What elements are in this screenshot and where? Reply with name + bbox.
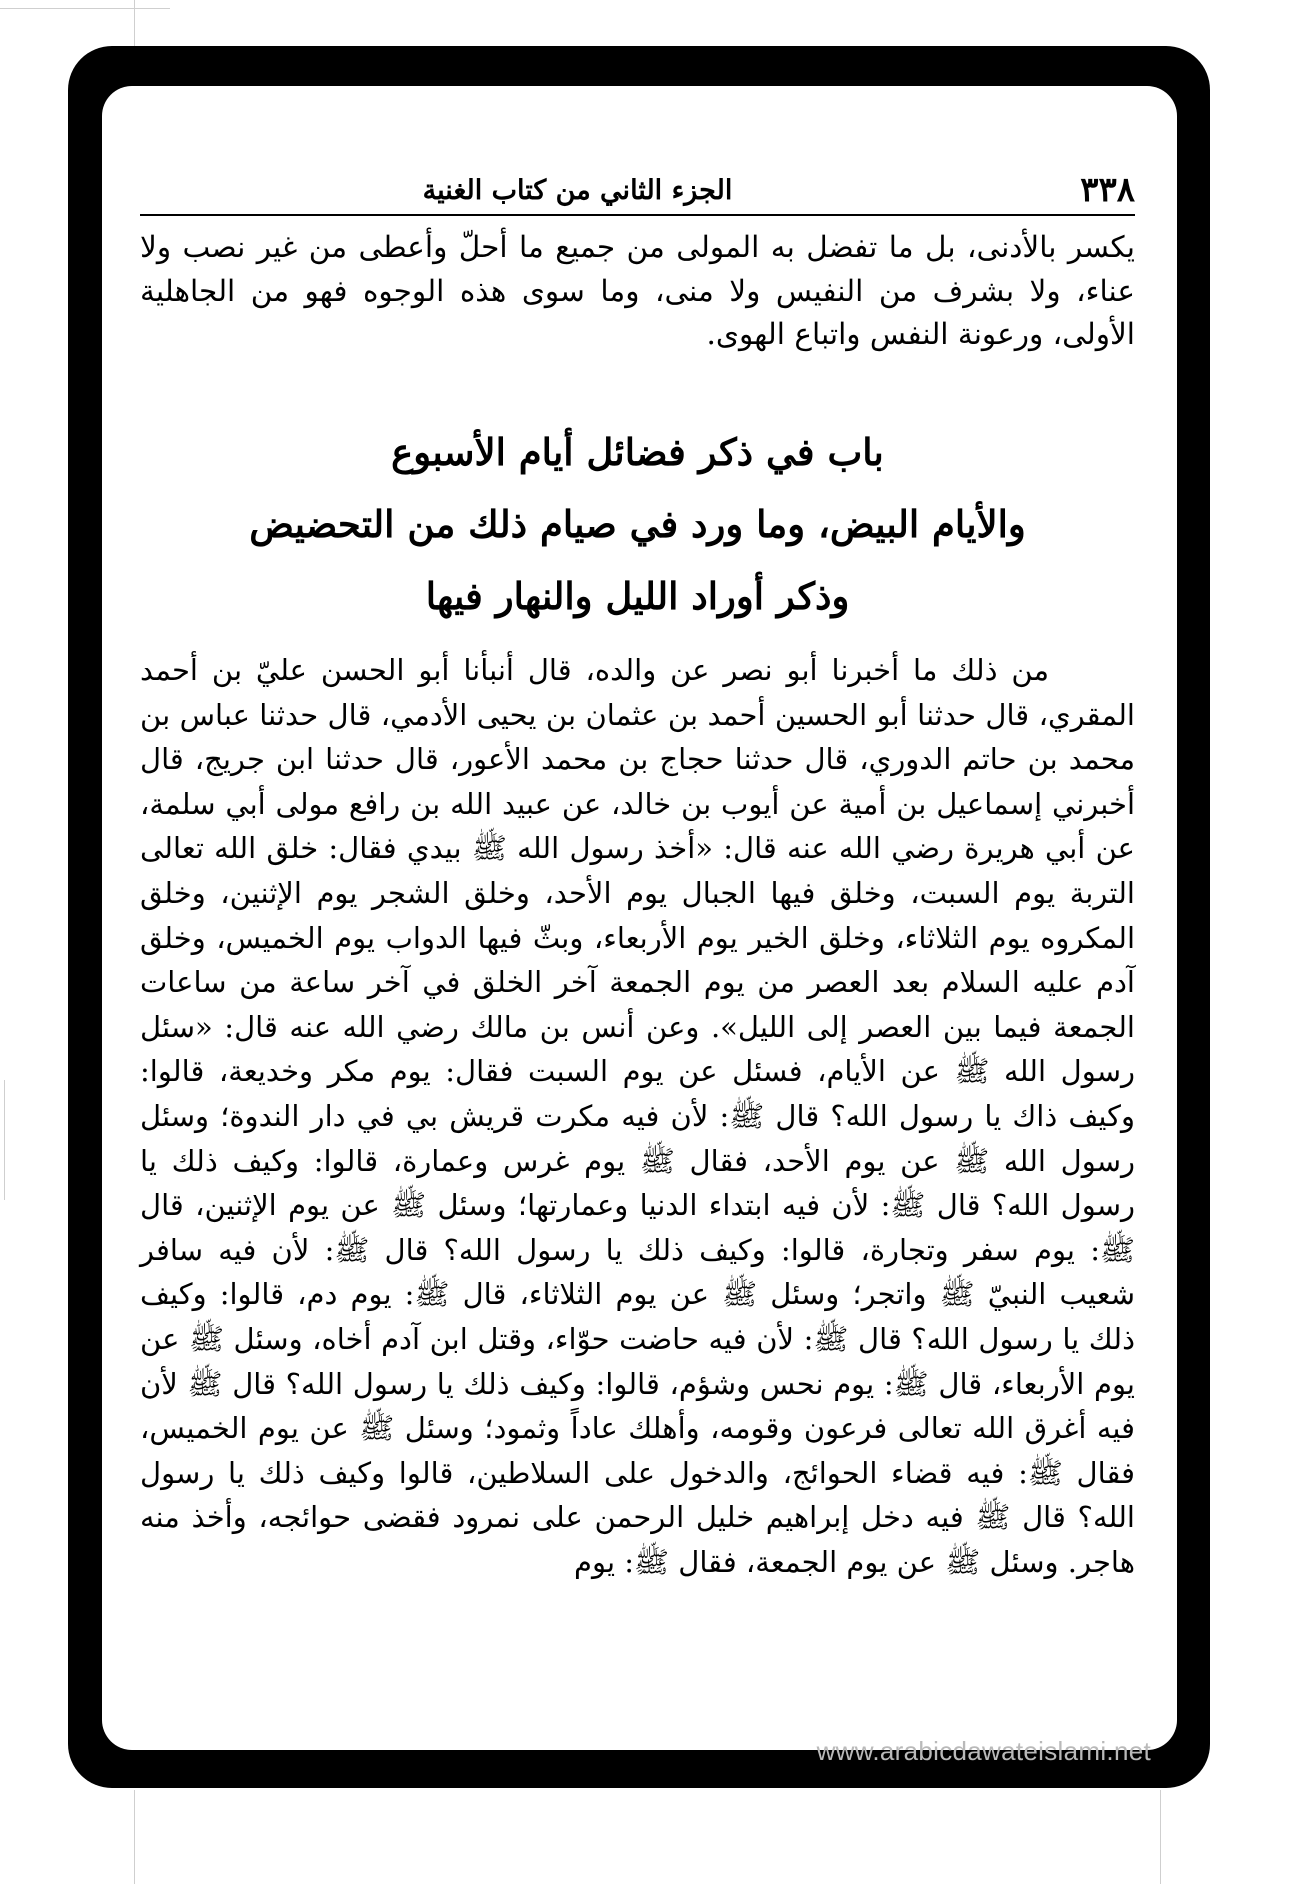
scan-artifact-line xyxy=(4,1080,5,1200)
chapter-heading xyxy=(140,416,1135,632)
body-paragraph: من ذلك ما أخبرنا أبو نصر عن والده، قال أنبأنا أبو الحسن عليّ بن أحمد المقري، قال حدثنا أبو الحسين أحمد بن عثمان بن يحيى الأدمي، قال حدثنا عباس بن محمد بن حاتم الدوري، قال حدثنا حجاج بن محمد الأعور، قال حدثنا ابن جريج، قال أخبرني إسماعيل بن أمية عن أيوب بن خالد، عن عبيد الله بن رافع مولى أبي سلمة، عن أبي هريرة رضي الله عنه قال: «أخذ رسول الله ﷺ بيدي فقال: خلق الله تعالى التربة يوم السبت، وخلق فيها الجبال يوم الأحد، وخلق الشجر يوم الإثنين، وخلق المكروه يوم الثلاثاء، وخلق الخير يوم الأربعاء، وبثّ فيها الدواب يوم الخميس، وخلق آدم عليه السلام بعد العصر من يوم الجمعة آخر الخلق في آخر ساعة من ساعات الجمعة فيما بين العصر إلى الليل». وعن أنس بن مالك رضي الله عنه قال: «سئل رسول الله ﷺ عن الأيام، فسئل عن يوم السبت فقال: يوم مكر وخديعة، قالوا: وكيف ذاك يا رسول الله؟ قال ﷺ: لأن فيه مكرت قريش بي في دار الندوة؛ وسئل رسول الله ﷺ عن يوم الأحد، فقال ﷺ يوم غرس وعمارة، قالوا: وكيف ذلك يا رسول الله؟ قال ﷺ: لأن فيه ابتداء الدنيا وعمارتها؛ وسئل ﷺ عن يوم الإثنين، قال ﷺ: يوم سفر وتجارة، قالوا: وكيف ذلك يا رسول الله؟ قال ﷺ: لأن فيه سافر شعيب النبيّ ﷺ واتجر؛ وسئل ﷺ عن يوم الثلاثاء، قال ﷺ: يوم دم، قالوا: وكيف ذلك يا رسول الله؟ قال ﷺ: لأن فيه حاضت حوّاء، وقتل ابن آدم أخاه، وسئل ﷺ عن يوم الأربعاء، قال ﷺ: يوم نحس وشؤم، قالوا: وكيف ذلك يا رسول الله؟ قال ﷺ لأن فيه أغرق الله تعالى فرعون وقومه، وأهلك عاداً وثمود؛ وسئل ﷺ عن يوم الخميس، فقال ﷺ: فيه قضاء الحوائج، والدخول على السلاطين، قالوا وكيف ذلك يا رسول الله؟ قال ﷺ فيه دخل إبراهيم خليل الرحمن على نمرود فقضى حوائجه، وأخذ منه هاجر. وسئل ﷺ عن يوم الجمعة، فقال ﷺ: يوم xyxy=(140,653,1135,1579)
book-title: الجزء الثاني من كتاب الغنية xyxy=(422,175,733,206)
body-text xyxy=(140,648,1135,1584)
document-page xyxy=(102,86,1177,1750)
scan-artifact-line xyxy=(134,0,135,46)
scan-artifact-line xyxy=(0,8,170,9)
running-header xyxy=(140,170,1135,216)
scan-artifact-line xyxy=(134,1790,135,1884)
chapter-heading-line: وذكر أوراد الليل والنهار فيها xyxy=(425,574,850,618)
chapter-heading-line: والأيام البيض، وما ورد في صيام ذلك من التحضيض xyxy=(249,502,1026,546)
chapter-heading-line: باب في ذكر فضائل أيام الأسبوع xyxy=(391,430,884,474)
intro-paragraph: يكسر بالأدنى، بل ما تفضل به المولى من جميع ما أحلّ وأعطى من غير نصب ولا عناء، ولا بشرف من النفيس ولا منى، وما سوى هذه الوجوه فهو من الجاهلية الأولى، ورعونة النفس واتباع الهوى. xyxy=(140,230,1135,351)
scan-artifact-line xyxy=(1160,1790,1161,1884)
page-number: ٣٣٨ xyxy=(1080,170,1135,210)
watermark-url: www.arabicdawateislami.net xyxy=(816,1736,1151,1766)
